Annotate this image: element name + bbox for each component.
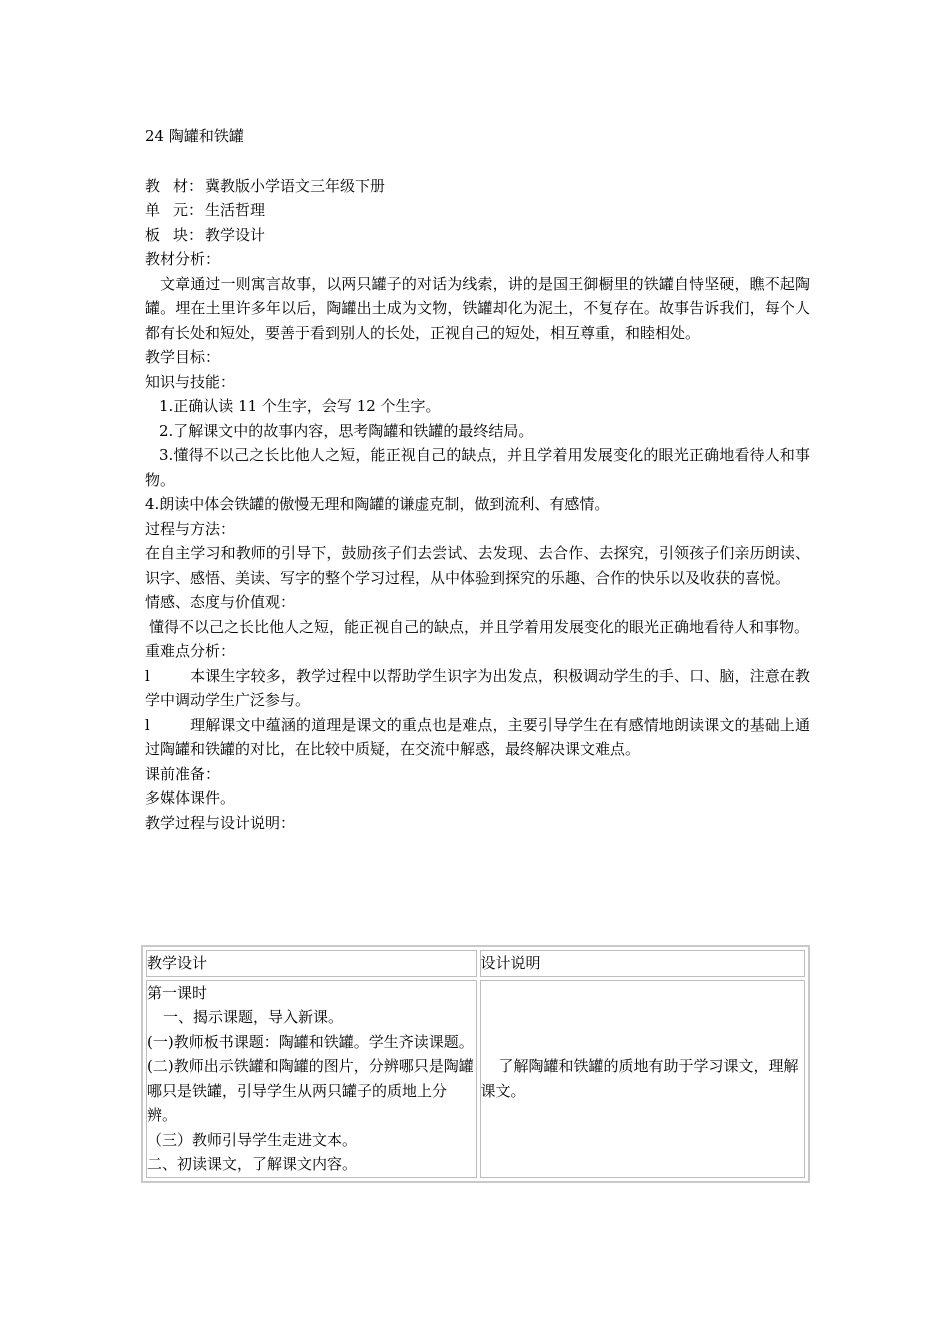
key-point-text: 理解课文中蕴涵的道理是课文的重点也是难点，主要引导学生在有感情地朗读课文的基础上通过陶罐和铁罐的对比，在比较中质疑，在交流中解惑，最终解决课文难点。 — [145, 715, 810, 758]
step-item: 二、初读课文，了解课文内容。 — [147, 1155, 358, 1173]
table-row — [146, 980, 805, 1178]
table-cell-design — [146, 980, 477, 1178]
lesson-label: 第一课时 — [147, 983, 208, 1002]
bullet-marker: l — [145, 715, 150, 734]
analysis-heading: 教材分析： — [145, 250, 221, 268]
meta-value: 冀教版小学语文三年级下册 — [205, 176, 386, 195]
process-paragraph: 在自主学习和教师的引导下，鼓励孩子们去尝试、去发现、去合作、去探究，引领孩子们亲历朗读、识字、感悟、美读、写字的整个学习过程，从中体验到探究的乐趣、合作的快乐以及收获的喜悦。 — [145, 544, 810, 587]
step-item: （三）教师引导学生走进文本。 — [147, 1130, 358, 1149]
key-point-item — [145, 664, 810, 713]
meta-key-char: 元： — [173, 201, 204, 219]
goals-heading: 教学目标： — [145, 348, 221, 366]
emotion-heading: 情感、态度与价值观： — [145, 593, 296, 611]
key-point-text: 本课生字较多，教学过程中以帮助学生识字为出发点，积极调动学生的手、口、脑，注意在教学中调动学生广泛参与。 — [145, 666, 810, 709]
step-item: (二)教师出示铁罐和陶罐的图片，分辨哪只是陶罐哪只是铁罐，引导学生从两只罐子的质地上分辨。 — [147, 1057, 474, 1124]
goal-item: 3.懂得不以己之长比他人之短，能正视自己的缺点，并且学着用发展变化的眼光正确地看待人和事物。 — [145, 446, 810, 489]
meta-key-char: 单 — [145, 201, 161, 219]
emotion-paragraph: 懂得不以己之长比他人之短，能正视自己的缺点，并且学着用发展变化的眼光正确地看待人和事物。 — [149, 617, 810, 636]
meta-key-char: 块： — [173, 225, 204, 244]
prep-text: 多媒体课件。 — [145, 789, 236, 807]
key-points-heading: 重难点分析： — [145, 642, 236, 660]
meta-row-section — [145, 223, 810, 248]
meta-row-unit — [145, 198, 810, 223]
meta-key-char: 材： — [173, 176, 204, 195]
meta-key-char: 教 — [145, 176, 161, 195]
meta-value: 教学设计 — [205, 225, 266, 244]
table-header-row — [146, 950, 805, 977]
goal-item: 2.了解课文中的故事内容，思考陶罐和铁罐的最终结局。 — [159, 421, 534, 440]
key-point-item — [145, 713, 810, 762]
bullet-marker: l — [145, 666, 150, 685]
step-item: (一)教师板书课题：陶罐和铁罐。学生齐读课题。 — [147, 1032, 474, 1051]
design-note: 了解陶罐和铁罐的质地有助于学习课文，理解课文。 — [480, 1057, 799, 1100]
knowledge-heading: 知识与技能： — [145, 372, 236, 391]
analysis-paragraph: 文章通过一则寓言故事，以两只罐子的对话为线索，讲的是国王御橱里的铁罐自恃坚硬，瞧不起陶罐。埋在土里许多年以后，陶罐出土成为文物，铁罐却化为泥土，不复存在。故事告诉我们，每个人都有长处和短处，要善于看到别人的长处，正视自己的短处，相互尊重，和睦相处。 — [145, 274, 810, 342]
table-heading: 教学过程与设计说明： — [145, 813, 296, 832]
step-item: 一、揭示课题，导入新课。 — [163, 1008, 344, 1026]
goal-item: 4.朗读中体会铁罐的傲慢无理和陶罐的谦虚克制，做到流利、有感情。 — [145, 495, 610, 513]
table-header-notes: 设计说明 — [480, 950, 805, 977]
document-body — [145, 124, 810, 835]
meta-row-material — [145, 174, 810, 199]
prep-heading: 课前准备： — [145, 764, 221, 783]
table-header-design: 教学设计 — [146, 950, 477, 977]
lesson-title: 24 陶罐和铁罐 — [145, 127, 244, 145]
process-heading: 过程与方法： — [145, 519, 236, 538]
meta-key-char: 板 — [145, 225, 161, 244]
table-cell-notes — [480, 980, 805, 1178]
meta-value: 生活哲理 — [205, 201, 266, 219]
goal-item: 1.正确认读 11 个生字，会写 12 个生字。 — [159, 397, 441, 415]
design-table — [141, 945, 810, 1183]
